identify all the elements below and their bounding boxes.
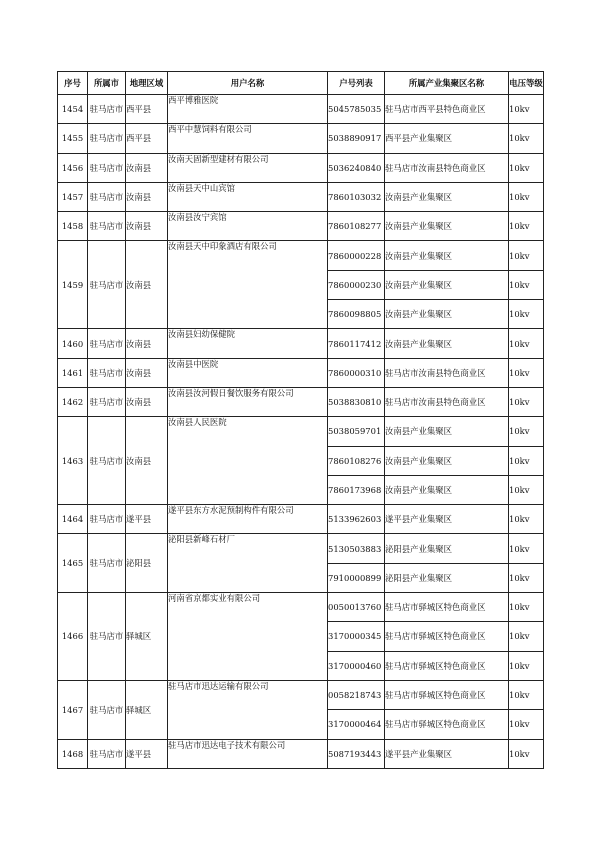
cell-user-name: 驻马店市迅达电子技术有限公司 <box>168 739 328 768</box>
cell-zone: 驻马店市汝南县特色商业区 <box>385 387 509 416</box>
cell-area: 汝南县 <box>126 387 168 416</box>
header-account-list: 户号列表 <box>328 72 385 95</box>
cell-account-id: 7860173968 <box>328 475 385 504</box>
cell-no: 1459 <box>58 241 88 329</box>
cell-no: 1455 <box>58 124 88 153</box>
cell-account-id: 7910000899 <box>328 563 385 592</box>
cell-voltage: 10kv <box>509 241 544 270</box>
cell-no: 1457 <box>58 182 88 211</box>
cell-no: 1468 <box>58 739 88 768</box>
cell-zone: 驻马店市汝南县特色商业区 <box>385 358 509 387</box>
cell-city: 驻马店市 <box>88 95 126 124</box>
cell-voltage: 10kv <box>509 124 544 153</box>
cell-user-name: 河南省京都实业有限公司 <box>168 593 328 681</box>
cell-user-name: 汝南县天中印象酒店有限公司 <box>168 241 328 329</box>
cell-city: 驻马店市 <box>88 241 126 329</box>
cell-user-name: 驻马店市迅达运输有限公司 <box>168 680 328 739</box>
cell-zone: 汝南县产业集聚区 <box>385 182 509 211</box>
cell-user-name: 汝南县汝宁宾馆 <box>168 212 328 241</box>
table-body <box>58 95 544 769</box>
cell-voltage: 10kv <box>509 329 544 358</box>
cell-area: 汝南县 <box>126 182 168 211</box>
cell-voltage: 10kv <box>509 505 544 534</box>
table-row <box>58 95 544 124</box>
cell-account-id: 3170000345 <box>328 622 385 651</box>
table-row <box>58 153 544 182</box>
cell-area: 驿城区 <box>126 680 168 739</box>
cell-zone: 驻马店市西平县特色商业区 <box>385 95 509 124</box>
cell-city: 驻马店市 <box>88 124 126 153</box>
data-table <box>57 71 544 769</box>
cell-zone: 驻马店市汝南县特色商业区 <box>385 153 509 182</box>
cell-voltage: 10kv <box>509 534 544 563</box>
cell-user-name: 汝南县妇幼保健院 <box>168 329 328 358</box>
cell-no: 1456 <box>58 153 88 182</box>
cell-account-id: 7860117412 <box>328 329 385 358</box>
cell-no: 1467 <box>58 680 88 739</box>
cell-zone: 驻马店市驿城区特色商业区 <box>385 593 509 622</box>
cell-city: 驻马店市 <box>88 358 126 387</box>
cell-area: 泌阳县 <box>126 534 168 593</box>
table-row <box>58 505 544 534</box>
cell-voltage: 10kv <box>509 300 544 329</box>
header-zone: 所属产业集聚区名称 <box>385 72 509 95</box>
cell-account-id: 5130503883 <box>328 534 385 563</box>
header-city: 所属市 <box>88 72 126 95</box>
table-row <box>58 241 544 270</box>
cell-user-name: 汝南县人民医院 <box>168 417 328 505</box>
cell-user-name: 汝南县天中山宾馆 <box>168 182 328 211</box>
cell-zone: 汝南县产业集聚区 <box>385 417 509 446</box>
cell-user-name: 西平博雅医院 <box>168 95 328 124</box>
cell-area: 汝南县 <box>126 153 168 182</box>
cell-no: 1461 <box>58 358 88 387</box>
table-row <box>58 534 544 563</box>
cell-zone: 泌阳县产业集聚区 <box>385 534 509 563</box>
cell-voltage: 10kv <box>509 739 544 768</box>
cell-area: 西平县 <box>126 124 168 153</box>
cell-zone: 西平县产业集聚区 <box>385 124 509 153</box>
cell-account-id: 3170000460 <box>328 651 385 680</box>
cell-zone: 驻马店市驿城区特色商业区 <box>385 710 509 739</box>
cell-voltage: 10kv <box>509 212 544 241</box>
cell-no: 1463 <box>58 417 88 505</box>
cell-voltage: 10kv <box>509 270 544 299</box>
table-row <box>58 212 544 241</box>
cell-no: 1460 <box>58 329 88 358</box>
cell-city: 驻马店市 <box>88 534 126 593</box>
cell-voltage: 10kv <box>509 475 544 504</box>
cell-voltage: 10kv <box>509 153 544 182</box>
table-row <box>58 680 544 709</box>
table-row <box>58 417 544 446</box>
cell-account-id: 7860103032 <box>328 182 385 211</box>
cell-voltage: 10kv <box>509 710 544 739</box>
header-no: 序号 <box>58 72 88 95</box>
cell-user-name: 遂平县东方水泥预制构件有限公司 <box>168 505 328 534</box>
cell-account-id: 0050013760 <box>328 593 385 622</box>
cell-area: 遂平县 <box>126 505 168 534</box>
header-user-name: 用户名称 <box>168 72 328 95</box>
cell-user-name: 汝南县中医院 <box>168 358 328 387</box>
cell-zone: 泌阳县产业集聚区 <box>385 563 509 592</box>
cell-account-id: 7860108276 <box>328 446 385 475</box>
cell-city: 驻马店市 <box>88 417 126 505</box>
cell-account-id: 7860108277 <box>328 212 385 241</box>
cell-voltage: 10kv <box>509 387 544 416</box>
cell-voltage: 10kv <box>509 563 544 592</box>
cell-city: 驻马店市 <box>88 739 126 768</box>
cell-account-id: 5038059701 <box>328 417 385 446</box>
cell-area: 西平县 <box>126 95 168 124</box>
cell-account-id: 7860000310 <box>328 358 385 387</box>
cell-city: 驻马店市 <box>88 153 126 182</box>
cell-zone: 遂平县产业集聚区 <box>385 505 509 534</box>
cell-zone: 汝南县产业集聚区 <box>385 446 509 475</box>
cell-account-id: 7860098805 <box>328 300 385 329</box>
cell-zone: 汝南县产业集聚区 <box>385 475 509 504</box>
table-row <box>58 329 544 358</box>
cell-voltage: 10kv <box>509 182 544 211</box>
cell-account-id: 5038890917 <box>328 124 385 153</box>
cell-area: 驿城区 <box>126 593 168 681</box>
table-row <box>58 182 544 211</box>
cell-voltage: 10kv <box>509 446 544 475</box>
cell-account-id: 5133962603 <box>328 505 385 534</box>
cell-account-id: 5087193443 <box>328 739 385 768</box>
cell-no: 1454 <box>58 95 88 124</box>
table-row <box>58 593 544 622</box>
cell-zone: 遂平县产业集聚区 <box>385 739 509 768</box>
cell-zone: 汝南县产业集聚区 <box>385 300 509 329</box>
cell-zone: 驻马店市驿城区特色商业区 <box>385 622 509 651</box>
cell-voltage: 10kv <box>509 417 544 446</box>
header-area: 地理区域 <box>126 72 168 95</box>
cell-voltage: 10kv <box>509 593 544 622</box>
cell-voltage: 10kv <box>509 622 544 651</box>
cell-city: 驻马店市 <box>88 593 126 681</box>
cell-user-name: 汝南天固新型建材有限公司 <box>168 153 328 182</box>
table-header-row <box>58 72 544 95</box>
cell-no: 1465 <box>58 534 88 593</box>
cell-account-id: 7860000230 <box>328 270 385 299</box>
cell-account-id: 5036240840 <box>328 153 385 182</box>
cell-voltage: 10kv <box>509 651 544 680</box>
cell-area: 汝南县 <box>126 212 168 241</box>
table-row <box>58 387 544 416</box>
cell-account-id: 3170000464 <box>328 710 385 739</box>
table-row <box>58 358 544 387</box>
cell-account-id: 5045785035 <box>328 95 385 124</box>
cell-voltage: 10kv <box>509 680 544 709</box>
cell-city: 驻马店市 <box>88 212 126 241</box>
cell-city: 驻马店市 <box>88 387 126 416</box>
cell-no: 1462 <box>58 387 88 416</box>
cell-zone: 驻马店市驿城区特色商业区 <box>385 651 509 680</box>
cell-account-id: 5038830810 <box>328 387 385 416</box>
table-row <box>58 124 544 153</box>
cell-zone: 驻马店市驿城区特色商业区 <box>385 680 509 709</box>
cell-voltage: 10kv <box>509 95 544 124</box>
cell-account-id: 0058218743 <box>328 680 385 709</box>
cell-voltage: 10kv <box>509 358 544 387</box>
cell-no: 1458 <box>58 212 88 241</box>
cell-no: 1464 <box>58 505 88 534</box>
cell-zone: 汝南县产业集聚区 <box>385 241 509 270</box>
cell-city: 驻马店市 <box>88 182 126 211</box>
cell-area: 汝南县 <box>126 241 168 329</box>
cell-area: 汝南县 <box>126 417 168 505</box>
header-voltage: 电压等级 <box>509 72 544 95</box>
cell-user-name: 汝南县汝河假日餐饮服务有限公司 <box>168 387 328 416</box>
cell-area: 汝南县 <box>126 329 168 358</box>
cell-city: 驻马店市 <box>88 680 126 739</box>
table-row <box>58 739 544 768</box>
cell-city: 驻马店市 <box>88 329 126 358</box>
cell-zone: 汝南县产业集聚区 <box>385 329 509 358</box>
cell-area: 汝南县 <box>126 358 168 387</box>
cell-account-id: 7860000228 <box>328 241 385 270</box>
cell-no: 1466 <box>58 593 88 681</box>
cell-zone: 汝南县产业集聚区 <box>385 270 509 299</box>
cell-area: 遂平县 <box>126 739 168 768</box>
cell-user-name: 西平中慧饲料有限公司 <box>168 124 328 153</box>
cell-city: 驻马店市 <box>88 505 126 534</box>
cell-zone: 汝南县产业集聚区 <box>385 212 509 241</box>
cell-user-name: 泌阳县新峰石材厂 <box>168 534 328 593</box>
